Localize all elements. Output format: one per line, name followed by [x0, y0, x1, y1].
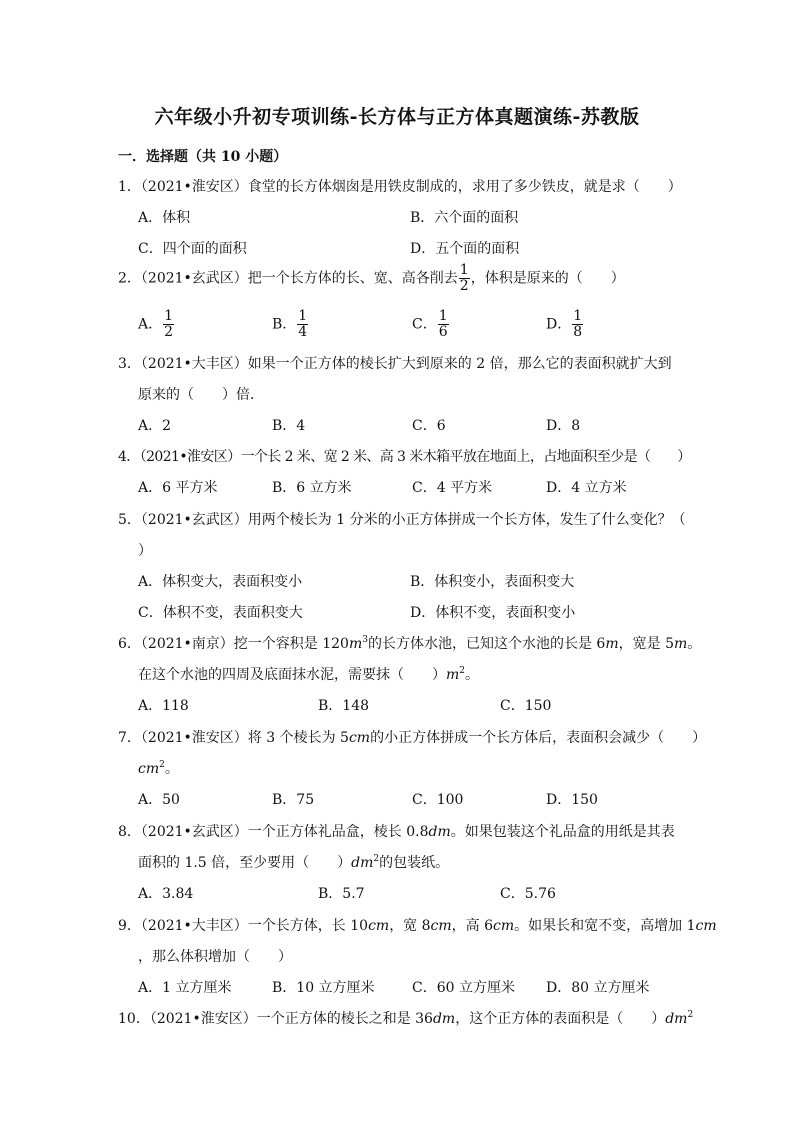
question-1-option-c[interactable]: C．四个面的面积 [138, 241, 247, 257]
unit-meter: m [446, 667, 460, 683]
option-label: B． [272, 316, 297, 333]
question-8-option-b[interactable]: B．5.7 [318, 886, 365, 902]
stem-text: 。如果长和宽不变，高增加 1 [514, 918, 696, 934]
stem-text: ，高 6 [451, 918, 494, 934]
question-2-option-d[interactable] [546, 309, 584, 340]
unit-decimeter: dm [428, 824, 451, 840]
question-3-option-b[interactable]: B．4 [272, 418, 306, 434]
exponent: 2 [159, 760, 165, 770]
question-4-option-b[interactable]: B．6 立方米 [272, 480, 352, 496]
stem-text: 10．（2021•淮安区）一个正方体的棱长之和是 36 [118, 1011, 433, 1027]
question-9-option-b[interactable]: B．10 立方厘米 [272, 980, 375, 996]
option-label: C． [412, 316, 437, 333]
stem-text: 面积的 1.5 倍，至少要用（ ） [138, 855, 352, 871]
stem-text: ，宽是 5 [618, 636, 674, 652]
stem-text: 。如果包装这个礼品盒的用纸是其表 [450, 824, 675, 840]
question-4-option-a[interactable]: A．6 平方米 [138, 480, 218, 496]
question-5-option-d[interactable]: D．体积不变，表面积变小 [410, 605, 576, 621]
fraction-denominator: 2 [164, 324, 174, 340]
question-9-option-a[interactable]: A．1 立方厘米 [138, 980, 232, 996]
unit-decimeter: dm [665, 1011, 688, 1027]
question-5-stem-line-2: ） [138, 543, 152, 559]
question-2-option-c[interactable] [412, 309, 450, 340]
stem-text: ，宽 8 [389, 918, 431, 934]
question-3-option-a[interactable]: A．2 [138, 418, 172, 434]
question-3-stem-line-2: 原来的（ ）倍． [138, 387, 264, 403]
stem-text: 8．（2021•玄武区）一个正方体礼品盒，棱长 0.8 [118, 824, 429, 840]
question-6-option-c[interactable]: C．150 [500, 698, 552, 714]
unit-decimeter: dm [351, 855, 374, 871]
question-2-stem [118, 263, 625, 294]
question-4-option-c[interactable]: C．4 平方米 [412, 480, 493, 496]
option-fraction [572, 309, 583, 340]
unit-meter: m [348, 636, 363, 652]
question-5-option-c[interactable]: C．体积不变，表面积变大 [138, 605, 303, 621]
option-fraction [297, 309, 308, 340]
stem-text: 的包装纸。 [379, 855, 450, 871]
stem-text: 在这个水池的四周及底面抹水泥，需要抹（ ） [138, 667, 446, 683]
option-fraction [438, 309, 449, 340]
option-label: D． [546, 316, 572, 333]
question-8-option-c[interactable]: C．5.76 [500, 886, 556, 902]
stem-text: 9．（2021•大丰区）一个长方体，长 10 [118, 918, 369, 934]
stem-text: 的小正方体拼成一个长方体后，表面积会减少（ ） [370, 730, 707, 746]
fraction-numerator: 1 [298, 308, 308, 324]
question-3-option-c[interactable]: C．6 [412, 418, 446, 434]
question-1-stem: 1．（2021•淮安区）食堂的长方体烟囱是用铁皮制成的，求用了多少铁皮，就是求（ ） [118, 179, 682, 195]
question-5-option-b[interactable]: B．体积变小，表面积变大 [410, 574, 575, 590]
question-6-option-b[interactable]: B．148 [318, 698, 370, 714]
stem-text: 的长方体水池，已知这个水池的长是 6 [367, 636, 606, 652]
exponent: 3 [362, 635, 368, 645]
unit-centimeter: cm [695, 918, 717, 934]
unit-centimeter: cm [493, 918, 515, 934]
question-7-option-d[interactable]: D．150 [546, 792, 598, 808]
question-4-stem: 4．（2021•淮安区）一个长 2 米、宽 2 米、高 3 米木箱平放在地面上，占地面积至少是（ ） [118, 449, 691, 465]
stem-text: 。 [164, 761, 179, 777]
fraction-denominator: 8 [573, 324, 583, 340]
stem-text: 6．（2021•南京）挖一个容积是 120 [118, 636, 349, 652]
question-9-stem-line-1 [118, 915, 717, 935]
exponent: 2 [687, 1010, 694, 1020]
fraction-denominator: 4 [298, 324, 308, 340]
fraction-denominator: 6 [438, 324, 448, 340]
question-6-stem-line-2 [138, 664, 479, 684]
question-7-stem-line-2 [138, 758, 179, 778]
question-5-stem-line-1: 5．（2021•玄武区）用两个棱长为 1 分米的小正方体拼成一个长方体，发生了什么变化？（ [118, 512, 686, 528]
question-3-stem-line-1: 3．（2021•大丰区）如果一个正方体的棱长扩大到原来的 2 倍，那么它的表面积就扩大到 [118, 356, 672, 372]
question-6-option-a[interactable]: A．118 [138, 698, 189, 714]
fraction-numerator: 1 [438, 308, 448, 324]
question-2-stem-text-a: 2．（2021•玄武区）把一个长方体的长、宽、高各削去 [118, 270, 458, 287]
exponent: 2 [373, 854, 380, 864]
question-1-option-b[interactable]: B．六个面的面积 [410, 210, 519, 226]
question-5-option-a[interactable]: A．体积变大，表面积变小 [138, 574, 303, 590]
question-2-fraction-denominator: 2 [459, 278, 469, 294]
question-7-option-b[interactable]: B．75 [272, 792, 315, 808]
question-9-stem-line-2: ，那么体积增加（ ） [138, 949, 292, 965]
question-1-option-a[interactable]: A．体积 [138, 210, 191, 226]
question-7-stem-line-1 [118, 727, 706, 747]
question-2-stem-text-b: ，体积是原来的（ ） [470, 270, 625, 287]
page-title: 六年级小升初专项训练-长方体与正方体真题演练-苏教版 [154, 106, 640, 128]
fraction-numerator: 1 [573, 308, 583, 324]
question-7-option-a[interactable]: A．50 [138, 792, 180, 808]
question-3-option-d[interactable]: D．8 [546, 418, 581, 434]
question-10-stem [118, 1008, 693, 1028]
unit-centimeter: cm [348, 730, 371, 746]
question-2-option-b[interactable] [272, 309, 309, 340]
exponent: 2 [459, 666, 466, 676]
question-9-option-d[interactable]: D．80 立方厘米 [546, 980, 650, 996]
option-fraction [163, 309, 174, 340]
fraction-numerator: 1 [164, 308, 174, 324]
unit-meter: m [673, 636, 688, 652]
question-2-option-a[interactable] [138, 309, 175, 340]
section-heading: 一．选择题（共 10 小题） [118, 149, 288, 165]
question-8-stem-line-2 [138, 852, 449, 872]
question-7-option-c[interactable]: C．100 [412, 792, 464, 808]
question-9-option-c[interactable]: C．60 立方厘米 [412, 980, 515, 996]
unit-centimeter: cm [368, 918, 390, 934]
stem-text: 7．（2021•淮安区）将 3 个棱长为 5 [118, 730, 349, 746]
unit-centimeter: cm [430, 918, 452, 934]
unit-centimeter: cm [138, 761, 160, 777]
question-8-stem-line-1 [118, 821, 675, 841]
question-2-fraction [459, 263, 470, 294]
question-4-option-d[interactable]: D．4 立方米 [546, 480, 627, 496]
question-2-fraction-numerator: 1 [459, 262, 469, 278]
stem-text: ，这个正方体的表面积是（ ） [455, 1011, 666, 1027]
stem-text: 。 [465, 667, 480, 683]
stem-text: 。 [687, 636, 702, 652]
question-8-option-a[interactable]: A．3.84 [138, 886, 194, 902]
question-1-option-d[interactable]: D．五个面的面积 [410, 241, 520, 257]
option-label: A． [138, 316, 163, 333]
unit-decimeter: dm [432, 1011, 456, 1027]
question-6-stem-line-1 [118, 633, 701, 653]
unit-meter: m [605, 636, 619, 652]
